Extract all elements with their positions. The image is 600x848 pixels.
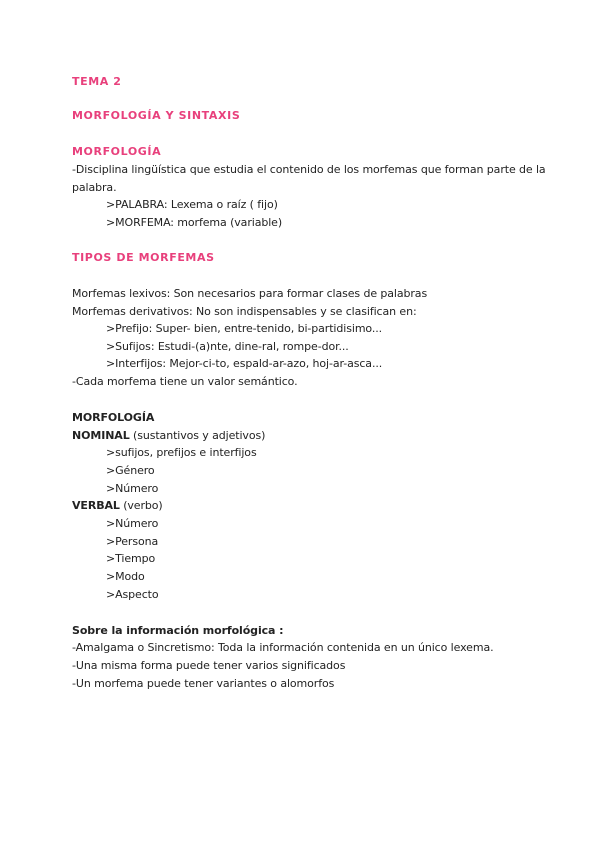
list-item: >Persona [106,535,159,548]
list-item: >Modo [106,570,145,583]
section-heading-tipos: TIPOS DE MORFEMAS [72,251,215,264]
paragraph-line: -Cada morfema tiene un valor semántico. [72,375,298,388]
section-heading-morfologia-2: MORFOLOGÍA [72,411,155,424]
main-title: MORFOLOGÍA Y SINTAXIS [72,109,241,122]
verbal-desc: (verbo) [119,499,163,512]
list-item: >sufijos, prefijos e interfijos [106,446,257,459]
nominal-desc: (sustantivos y adjetivos) [129,429,266,442]
list-item: >Tiempo [106,552,156,565]
list-item: >Prefijo: Super- bien, entre-tenido, bi-partidisimo... [106,322,383,335]
paragraph-line: Morfemas lexivos: Son necesarios para formar clases de palabras [72,287,428,300]
list-item: >MORFEMA: morfema (variable) [106,216,283,229]
list-item: >Sufijos: Estudi-(a)nte, dine-ral, rompe-dor... [106,340,349,353]
nominal-line [72,429,265,443]
list-item: >Interfijos: Mejor-ci-to, espald-ar-azo, hoj-ar-asca... [106,357,383,370]
section-heading-info: Sobre la información morfológica : [72,624,284,637]
definition-line: palabra. [72,181,117,194]
tema-heading: TEMA 2 [72,75,122,88]
paragraph-line: -Amalgama o Sincretismo: Toda la información contenida en un único lexema. [72,641,494,654]
list-item: >Género [106,464,155,477]
list-item: >Número [106,482,159,495]
definition-line: -Disciplina lingüística que estudia el contenido de los morfemas que forman parte de la [72,163,546,176]
list-item: >Aspecto [106,588,159,601]
list-item: >PALABRA: Lexema o raíz ( fijo) [106,198,278,211]
paragraph-line: -Una misma forma puede tener varios significados [72,659,346,672]
verbal-line [72,499,163,513]
section-heading-morfologia: MORFOLOGÍA [72,145,162,158]
verbal-label: VERBAL [72,499,120,512]
paragraph-line: -Un morfema puede tener variantes o alomorfos [72,677,335,690]
nominal-label: NOMINAL [72,429,130,442]
paragraph-line: Morfemas derivativos: No son indispensables y se clasifican en: [72,305,417,318]
list-item: >Número [106,517,159,530]
